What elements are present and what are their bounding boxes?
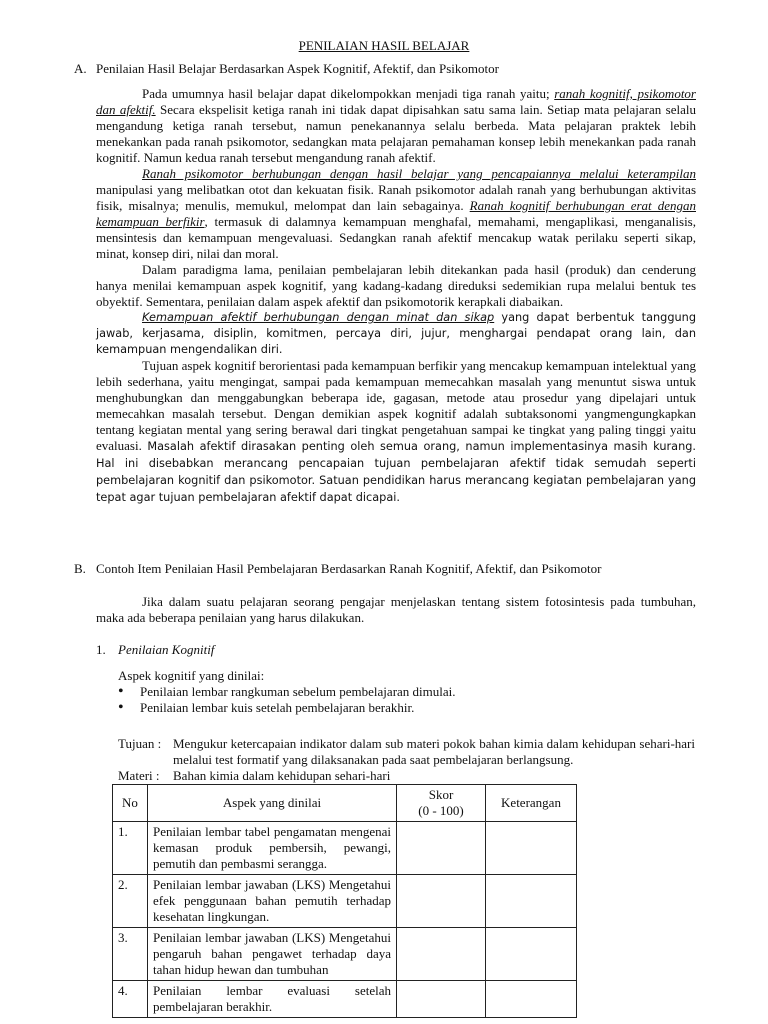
p2-text-a: manipulasi yang melibatkan otot dan kekuatan fisik. Ranah psikomotor adalah ranah yang berhubungan aktivitas fisik, misalnya; menulis, memukul, melompat dan lain sebagainya. [96, 182, 696, 213]
section-a-heading [74, 61, 499, 77]
paragraph-1 [96, 86, 696, 166]
section-b-heading [74, 561, 601, 577]
cell-aspek: Penilaian lembar evaluasi setelah pembelajaran berakhir. [148, 981, 397, 1018]
p2-text-b: , termasuk di dalamnya kemampuan menghafal, memahami, mengaplikasi, menganalisis, mensintesis dan kemampuan mengevaluasi. Sedangkan ranah afektif mencakup watak perilaku seperti sikap, minat, konsep diri, nilai dan moral. [96, 214, 696, 261]
cell-keterangan [486, 822, 577, 875]
paragraph-5 [96, 358, 696, 506]
paragraph-3: Dalam paradigma lama, penilaian pembelajaran lebih ditekankan pada hasil (produk) dan cenderung hanya menilai kemampuan aspek kognitif, yang kadang-kadang direduksi sedemikian rupa melalui bentuk tes obyektif. Sementara, penilaian dalam aspek afektif dan psikomotorik kerapkali diabaikan. [96, 262, 696, 309]
subsection-1-number: 1. [96, 642, 106, 657]
header-no: No [113, 785, 148, 822]
section-b-title: Contoh Item Penilaian Hasil Pembelajaran Berdasarkan Ranah Kognitif, Afektif, dan Psikomotor [96, 561, 602, 576]
p4-text: yang dapat berbentuk tanggung jawab, kerjasama, disiplin, komitmen, percaya diri, jujur, menghargai pendapat orang lain, dan kemampuan mengendalikan diri. [96, 311, 696, 356]
cell-aspek: Penilaian lembar jawaban (LKS) Mengetahui pengaruh bahan pengawet terhadap daya tahan hidup hewan dan tumbuhan [148, 928, 397, 981]
table-row [113, 981, 577, 1018]
p1-underlined: ranah kognitif, psikomotor dan afektif. [96, 86, 696, 117]
table-row [113, 822, 577, 875]
paragraph-2 [96, 166, 696, 262]
section-b-intro [96, 594, 696, 626]
p2-underlined-2: Ranah kognitif berhubungan erat dengan kemampuan berfikir [96, 198, 696, 229]
materi-block [118, 768, 698, 784]
cell-skor [397, 822, 486, 875]
header-keterangan: Keterangan [486, 785, 577, 822]
cell-no: 3. [113, 928, 148, 981]
tujuan-block [118, 736, 698, 768]
section-a-title: Penilaian Hasil Belajar Berdasarkan Aspek Kognitif, Afektif, dan Psikomotor [96, 61, 499, 76]
list-item: • Penilaian lembar kuis setelah pembelajaran berakhir. [140, 700, 698, 716]
cell-no: 4. [113, 981, 148, 1018]
header-skor-line-2: (0 - 100) [418, 803, 464, 818]
table-row [113, 875, 577, 928]
cell-keterangan [486, 981, 577, 1018]
list-item: • Penilaian lembar rangkuman sebelum pembelajaran dimulai. [140, 684, 698, 700]
cell-aspek: Penilaian lembar jawaban (LKS) Mengetahui efek penggunaan bahan pemutih terhadap kesehatan lingkungan. [148, 875, 397, 928]
aspek-label: Aspek kognitif yang dinilai: [118, 668, 265, 683]
aspek-block [118, 668, 698, 716]
p2-underlined: Ranah psikomotor berhubungan dengan hasil belajar yang pencapaiannya melalui keterampilan [142, 166, 696, 181]
section-b-letter: B. [74, 561, 86, 576]
p5-text-a: Tujuan aspek kognitif berorientasi pada kemampuan berfikir yang mencakup kemampuan intelektual yang lebih sederhana, yaitu mengingat, sampai pada kemampuan memecahkan masalah yang menuntut siswa untuk menghubungkan dan menggabungkan beberapa ide, gagasan, metode atau prosedur yang dipelajari untuk memecahkan masalah tersebut. Dengan demikian aspek kognitif adalah subtaksonomi yangmengungkapkan tentang kegiatan mental yang sering berawal dari tingkat pengetahuan sampai ke tingkat yang paling tinggi yaitu evaluasi. [96, 358, 696, 453]
header-skor-line-1: Skor [428, 787, 454, 802]
cell-skor [397, 875, 486, 928]
section-a-letter: A. [74, 61, 87, 76]
cell-aspek: Penilaian lembar tabel pengamatan mengenai kemasan produk pembersih, pewangi, pemutih dan pembasmi serangga. [148, 822, 397, 875]
cell-skor [397, 981, 486, 1018]
cell-no: 1. [113, 822, 148, 875]
cell-keterangan [486, 875, 577, 928]
materi-label: Materi : [118, 768, 160, 783]
p1-text-a: Pada umumnya hasil belajar dapat dikelompokkan menjadi tiga ranah yaitu; [142, 86, 555, 101]
aspek-list [118, 684, 698, 716]
table-header-row [113, 785, 577, 822]
assessment-table [112, 784, 577, 1018]
cell-skor [397, 928, 486, 981]
materi-text: Bahan kimia dalam kehidupan sehari-hari [173, 768, 391, 783]
subsection-1-heading [96, 642, 214, 658]
tujuan-label: Tujuan : [118, 736, 162, 751]
header-aspek: Aspek yang dinilai [148, 785, 397, 822]
subsection-1-title: Penilaian Kognitif [118, 642, 215, 657]
tujuan-text: Mengukur ketercapaian indikator dalam sub materi pokok bahan kimia dalam kehidupan sehari-hari melalui test formatif yang dilaksanakan pada saat pembelajaran berlangsung. [173, 736, 695, 767]
cell-keterangan [486, 928, 577, 981]
p4-underlined: Kemampuan afektif berhubungan dengan minat dan sikap [142, 311, 495, 324]
page-title: PENILAIAN HASIL BELAJAR [298, 38, 470, 53]
intro-paragraph: Jika dalam suatu pelajaran seorang pengajar menjelaskan tentang sistem fotosintesis pada tumbuhan, maka ada beberapa penilaian yang harus dilakukan. [96, 594, 696, 625]
table-row [113, 928, 577, 981]
paragraph-4 [96, 310, 696, 358]
cell-no: 2. [113, 875, 148, 928]
section-a-body [96, 86, 696, 506]
p5-text-b: Masalah afektif dirasakan penting oleh semua orang, namun implementasinya masih kurang. Hal ini disebabkan merancang pencapaian tujuan pembelajaran afektif tidak semudah seperti pembelajaran kognitif dan psikomotor. Satuan pendidikan harus merancang kegiatan pembelajaran yang tepat agar tujuan pembelajaran afektif dapat dicapai. [96, 440, 696, 504]
header-skor [397, 785, 486, 822]
p1-text-b: Secara ekspelisit ketiga ranah ini tidak dapat dipisahkan satu sama lain. Setiap mata pelajaran selalu mengandung ketiga ranah tersebut, namun penekanannya selalu berbeda. Mata pelajaran praktek lebih menekankan pada ranah psikomotor, sedangkan mata pelajaran pemahaman konsep lebih menekankan pada ranah kognitif. Namun kedua ranah tersebut mengandung ranah afektif. [96, 102, 696, 165]
